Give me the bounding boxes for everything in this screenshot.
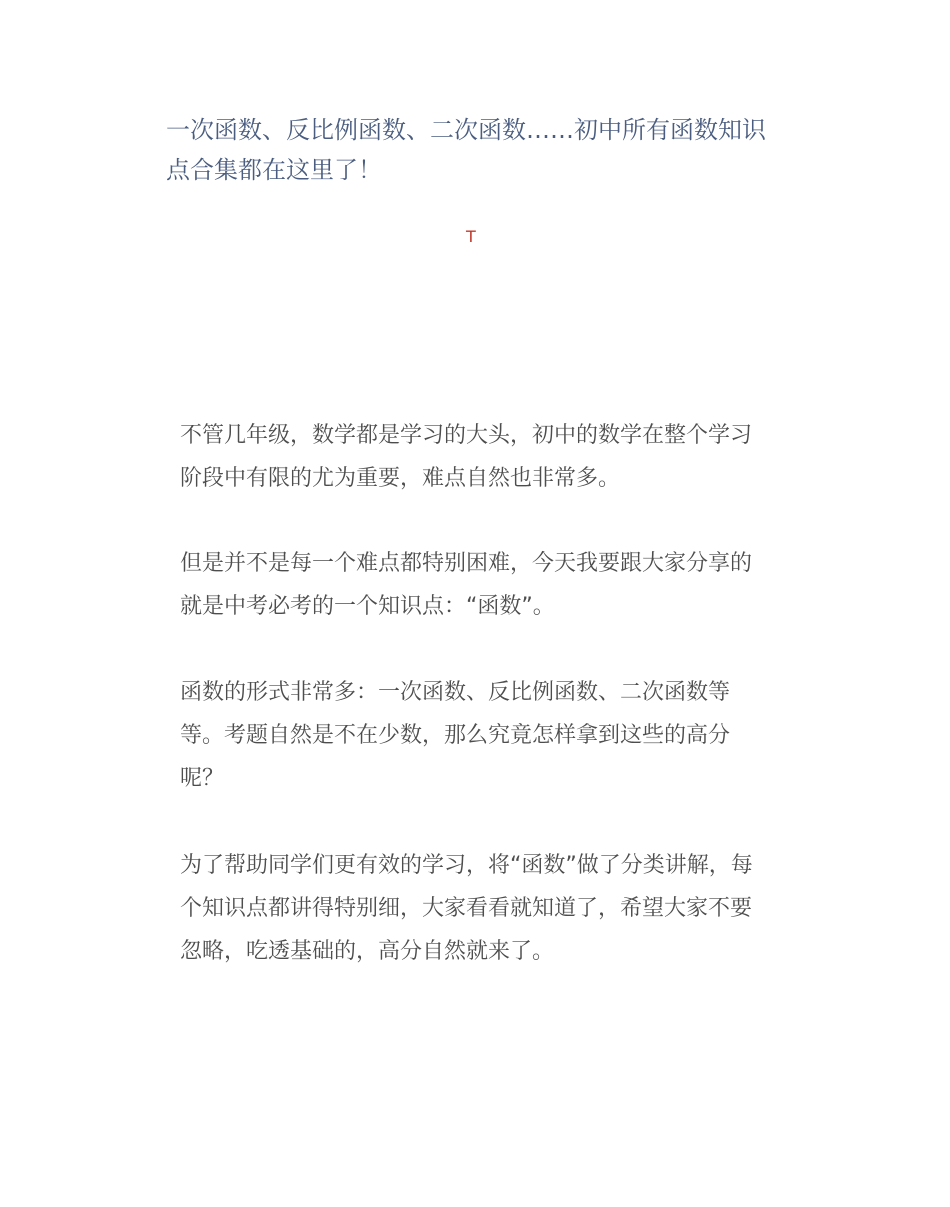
paragraph-function-types: 函数的形式非常多：一次函数、反比例函数、二次函数等等。考题自然是不在少数，那么究竟怎样拿到这些的高分呢？ <box>180 680 731 791</box>
article-title: 一次函数、反比例函数、二次函数……初中所有函数知识点合集都在这里了！ <box>166 116 766 184</box>
paragraph-intro: 不管几年级，数学都是学习的大头，初中的数学在整个学习阶段中有限的尤为重要，难点自然也非常多。 <box>180 423 753 491</box>
paragraph-conclusion: 为了帮助同学们更有效的学习，将“函数”做了分类讲解，每个知识点都讲得特别细，大家看看就知道了，希望大家不要忽略，吃透基础的，高分自然就来了。 <box>180 853 753 964</box>
paragraph-topic: 但是并不是每一个难点都特别困难，今天我要跟大家分享的就是中考必考的一个知识点：“函数”。 <box>180 551 753 619</box>
text-cursor-marker: T <box>466 227 476 246</box>
